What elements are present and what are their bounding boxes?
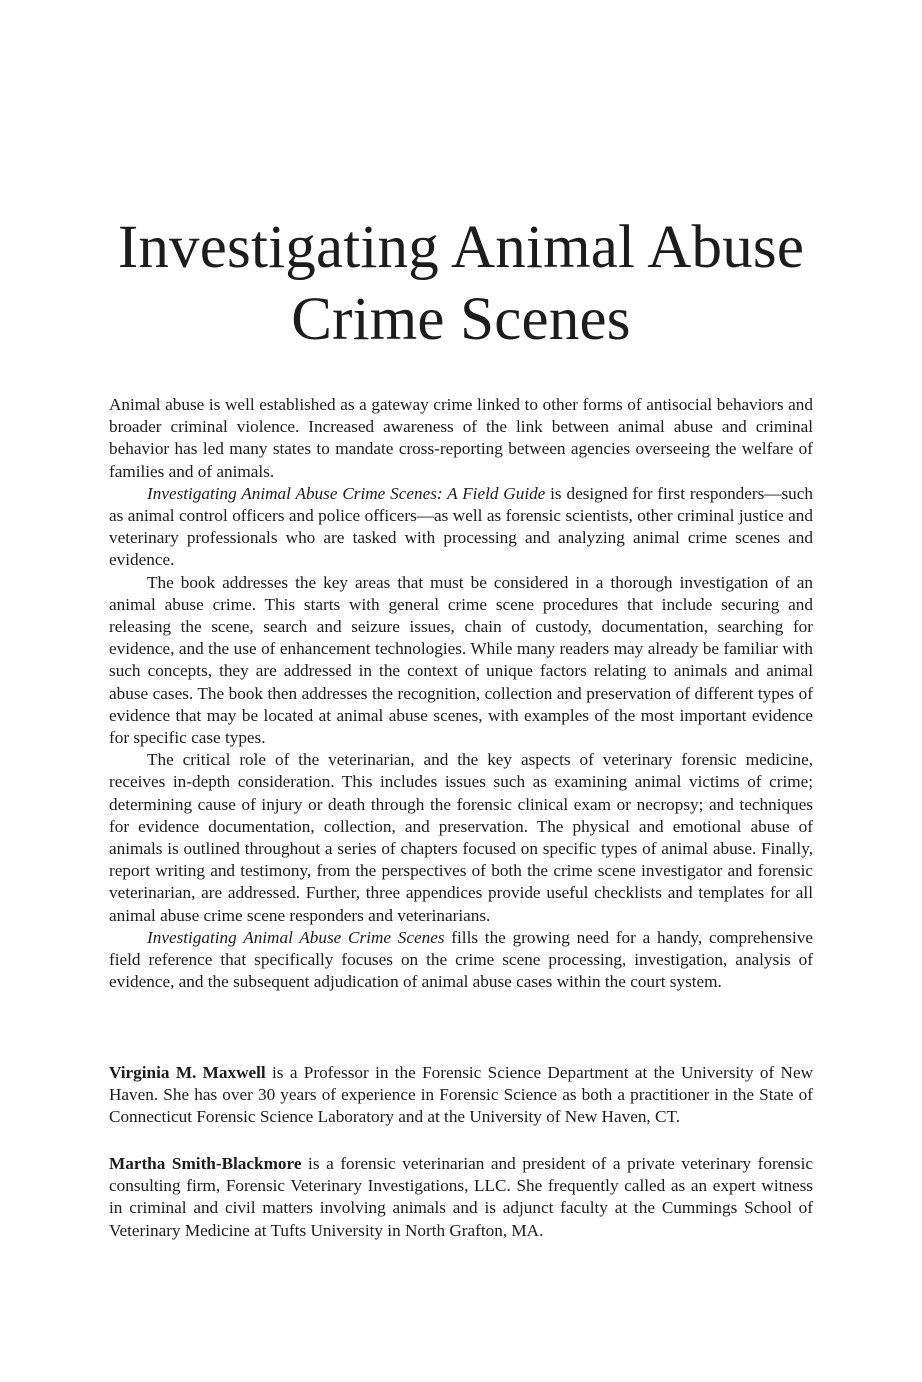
author-name: Martha Smith-Blackmore: [109, 1154, 302, 1173]
description-paragraph-5-text: fills the growing need for a handy, comprehensive field reference that specifically focuses on the crime scene processing, investigation, analysis of evidence, and the subsequent adjudication of animal abuse cases within the court system.: [109, 927, 813, 992]
book-title-line-1: Investigating Animal Abuse: [117, 214, 805, 281]
author-bio-text: is a forensic veterinarian and president of a private veterinary forensic consulting firm, Forensic Veterinary Investigations, LLC. She frequently called as an expert witness in criminal and civil matters involving animals and is adjunct faculty at the Cummings School of Veterinary Medicine at Tufts University in North Grafton, MA.: [109, 1154, 813, 1240]
author-bio-1: [109, 1062, 813, 1129]
author-name: Virginia M. Maxwell: [109, 1063, 266, 1082]
description-paragraph-5: [109, 927, 813, 994]
book-title-italic: Investigating Animal Abuse Crime Scenes: A Field Guide: [147, 483, 546, 503]
description-paragraph-4: The critical role of the veterinarian, and the key aspects of veterinary forensic medicine, receives in-depth consideration. This includes issues such as examining animal victims of crime; determining cause of injury or death through the forensic clinical exam or necropsy; and techniques for evidence documentation, collection, and preservation. The physical and emotional abuse of animals is outlined throughout a series of chapters focused on specific types of animal abuse. Finally, report writing and testimony, from the perspectives of both the crime scene investigator and forensic veterinarian, are addressed. Further, three appendices provide useful checklists and templates for all animal abuse crime scene responders and veterinarians.: [109, 750, 813, 925]
description-paragraph-2-text: is designed for first responders—such as animal control officers and police officers—as well as forensic scientists, other criminal justice and veterinary professionals who are tasked with processing and analyzing animal crime scenes and evidence.: [109, 483, 813, 570]
description-paragraph-1: Animal abuse is well established as a gateway crime linked to other forms of antisocial behaviors and broader criminal violence. Increased awareness of the link between animal abuse and criminal behavior has led many states to mandate cross-reporting between agencies overseeing the welfare of families and of animals.: [109, 395, 813, 481]
book-title-italic-short: Investigating Animal Abuse Crime Scenes: [147, 927, 445, 947]
author-bio-2: [109, 1153, 813, 1242]
book-description: [109, 394, 813, 993]
author-bio-text: is a Professor in the Forensic Science Department at the University of New Haven. She has over 30 years of experience in Forensic Science as both a practitioner in the State of Connecticut Forensic Science Laboratory and at the University of New Haven, CT.: [109, 1063, 813, 1127]
book-title: [60, 212, 862, 356]
description-paragraph-3: The book addresses the key areas that must be considered in a thorough investigation of an animal abuse crime. This starts with general crime scene procedures that include securing and releasing the scene, search and seizure issues, chain of custody, documentation, searching for evidence, and the use of enhancement technologies. While many readers may already be familiar with such concepts, they are addressed in the context of unique factors relating to animals and animal abuse cases. The book then addresses the recognition, collection and preservation of different types of evidence that may be located at animal abuse scenes, with examples of the most important evidence for specific case types.: [109, 572, 813, 748]
book-title-line-2: Crime Scenes: [291, 286, 631, 353]
description-paragraph-2: [109, 483, 813, 572]
